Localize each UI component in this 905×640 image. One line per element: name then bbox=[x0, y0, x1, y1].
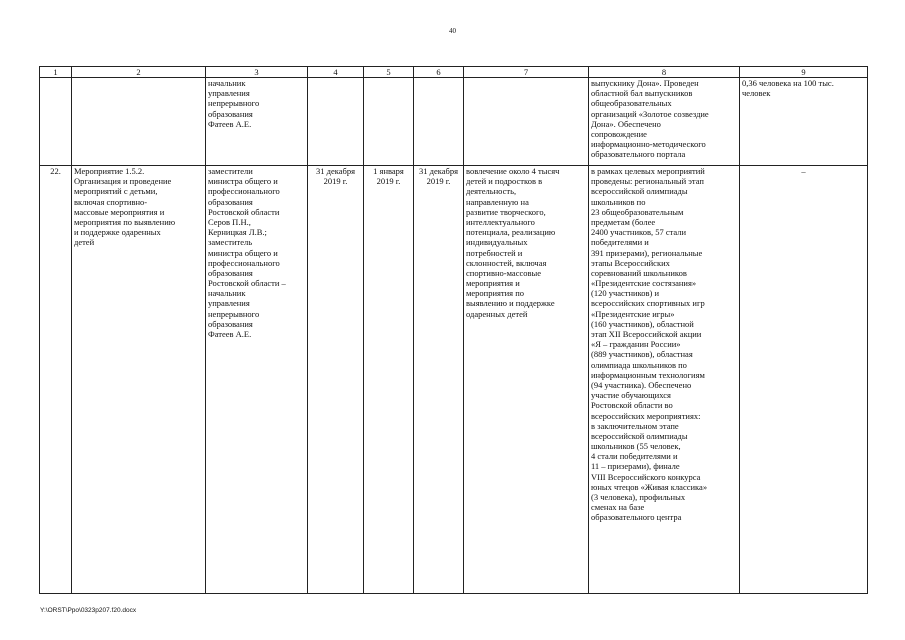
column-header: 6 bbox=[414, 67, 464, 78]
column-header: 7 bbox=[464, 67, 589, 78]
end-date-cell bbox=[414, 78, 464, 166]
page-number: 40 bbox=[449, 27, 456, 35]
note-cell: – bbox=[740, 166, 868, 594]
document-path-footer: Y:\ORST\Ppo\0323p207.f20.docx bbox=[40, 607, 137, 614]
column-header: 8 bbox=[589, 67, 740, 78]
responsible-cell: начальник управления непрерывного образования Фатеев А.Е. bbox=[206, 78, 308, 166]
event-name-cell bbox=[72, 78, 206, 166]
row-number-cell bbox=[40, 78, 72, 166]
row-number-cell: 22. bbox=[40, 166, 72, 594]
column-header: 2 bbox=[72, 67, 206, 78]
header-row bbox=[40, 67, 868, 78]
column-header: 3 bbox=[206, 67, 308, 78]
responsible-cell: заместители министра общего и профессионального образования Ростовской области Серов П.Н., Керницкая Л.В.; заместитель министра общего и профессионального образования Ростовской области – начальник управления непрерывного образования Фатеев А.Е. bbox=[206, 166, 308, 594]
table-row bbox=[40, 78, 868, 166]
start-date-cell bbox=[364, 78, 414, 166]
table-row bbox=[40, 166, 868, 594]
column-header: 1 bbox=[40, 67, 72, 78]
event-name-cell: Мероприятие 1.5.2. Организация и проведение мероприятий с детьми, включая спортивно- массовые мероприятия и мероприятия по выявлению и поддержке одаренных детей bbox=[72, 166, 206, 594]
column-header: 4 bbox=[308, 67, 364, 78]
end-date-cell: 31 декабря 2019 г. bbox=[414, 166, 464, 594]
expected-result-cell: вовлечение около 4 тысяч детей и подростков в деятельность, направленную на развитие творческого, интеллектуального потенциала, реализацию индивидуальных потребностей и склонностей, включая спортивно-массовые мероприятия и мероприятия по выявлению и поддержке одаренных детей bbox=[464, 166, 589, 594]
column-header: 5 bbox=[364, 67, 414, 78]
column-header: 9 bbox=[740, 67, 868, 78]
note-cell: 0,36 человека на 100 тыс. человек bbox=[740, 78, 868, 166]
actual-result-cell: в рамках целевых мероприятий проведены: региональный этап всероссийской олимпиады школьников по 23 общеобразовательным предметам (более 2400 участников, 57 стали победителями и 391 призерами), региональные этапы Всероссийских соревнований школьников «Президентские состязания» (120 участников) и всероссийских спортивных игр «Президентские игры» (160 участников), областной этап XII Всероссийской акции «Я – гражданин России» (889 участников), областная олимпиада школьников по информационным технологиям (94 участника). Обеспечено участие обучающихся Ростовской области во всероссийских мероприятиях: в заключительном этапе всероссийской олимпиады школьников (55 человек, 4 стали победителями и 11 – призерами), финале VIII Всероссийского конкурса юных чтецов «Живая классика» (3 человека), профильных сменах на базе образовательного центра bbox=[589, 166, 740, 594]
actual-result-cell: выпускнику Дона». Проведен областной бал выпускников общеобразовательных организаций «Золотое созвездие Дона». Обеспечено сопровождение информационно-методического образовательного портала bbox=[589, 78, 740, 166]
planned-date-cell bbox=[308, 78, 364, 166]
expected-result-cell bbox=[464, 78, 589, 166]
report-table bbox=[39, 66, 868, 594]
start-date-cell: 1 января 2019 г. bbox=[364, 166, 414, 594]
planned-date-cell: 31 декабря 2019 г. bbox=[308, 166, 364, 594]
